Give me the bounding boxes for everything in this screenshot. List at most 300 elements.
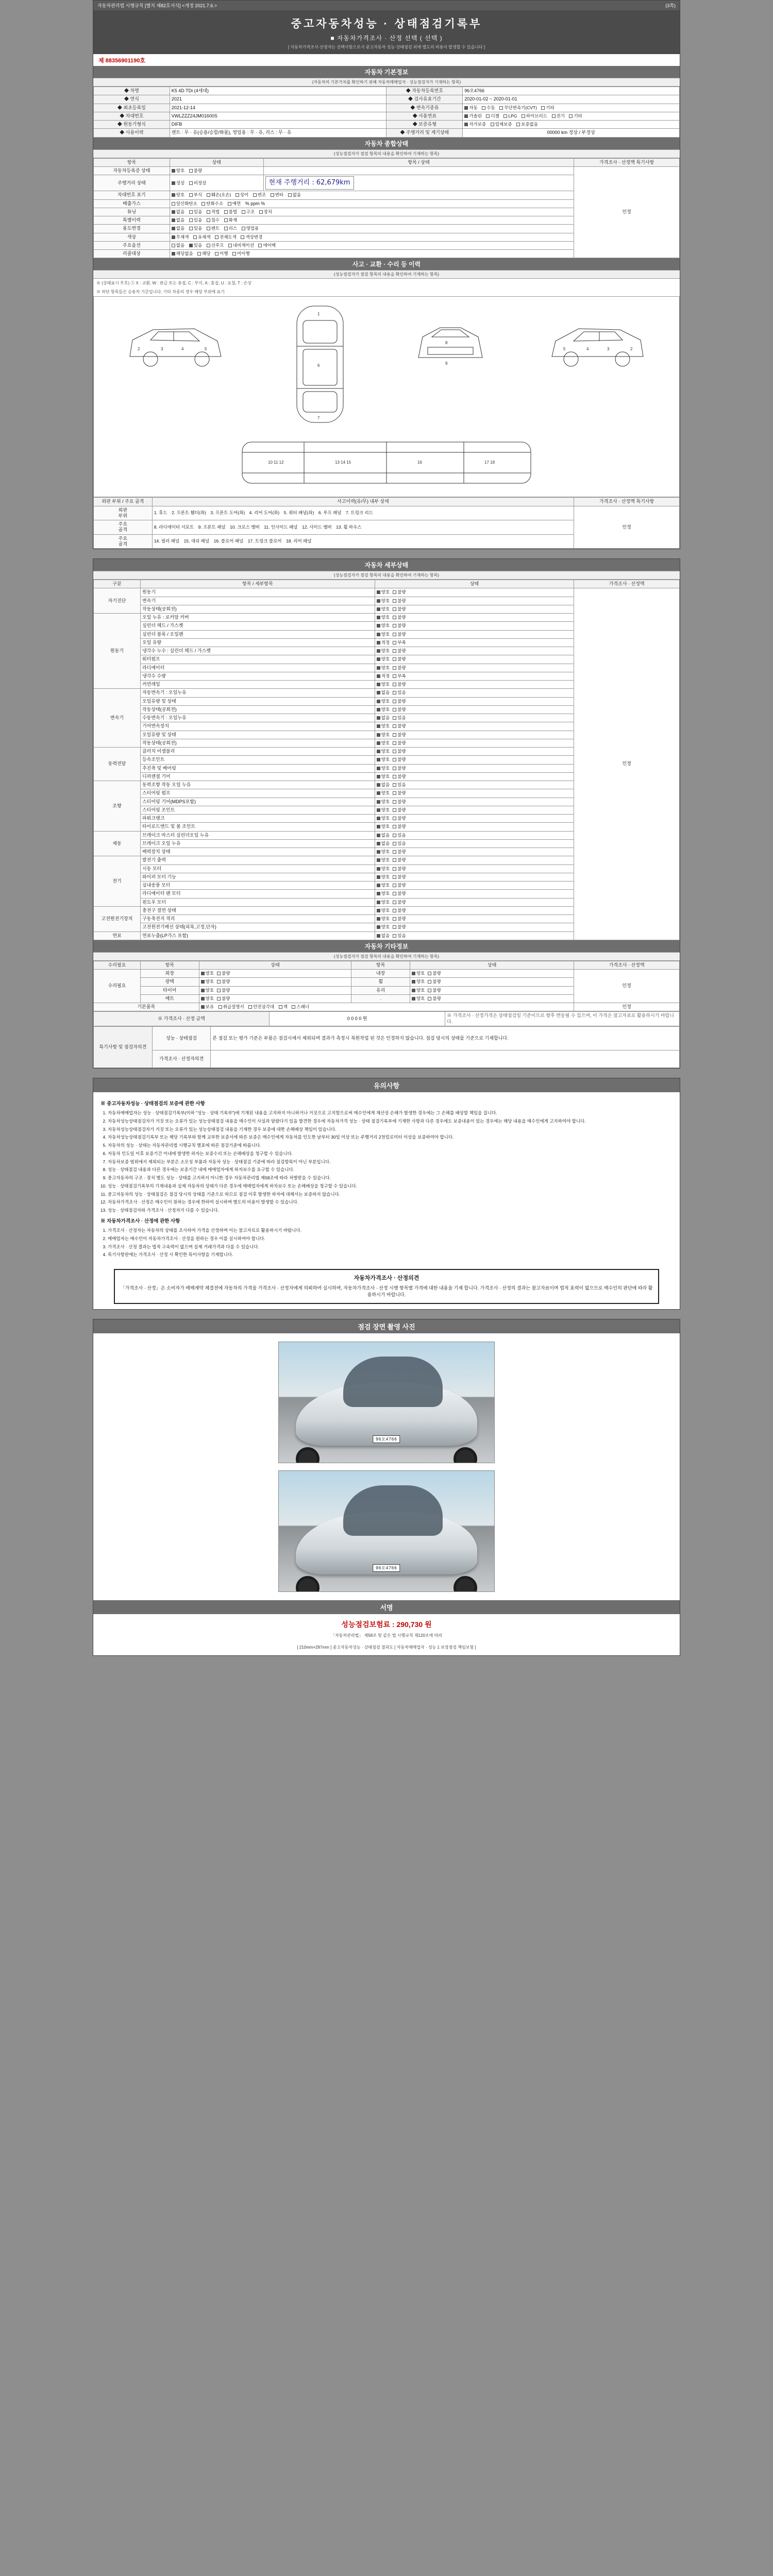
detail-option-secondary[interactable]: 불량 bbox=[393, 824, 406, 829]
detail-option-secondary[interactable]: 불량 bbox=[393, 766, 406, 771]
usechange-yes[interactable]: 있음 bbox=[189, 226, 202, 231]
part-8[interactable]: 8. 라디에이터 서포트 bbox=[154, 524, 194, 530]
detail-option-primary[interactable]: 양호 bbox=[377, 598, 390, 604]
detail-item-state[interactable] bbox=[375, 931, 574, 940]
detail-option-primary[interactable]: 없음 bbox=[377, 782, 390, 788]
car-front-diagram bbox=[409, 300, 492, 382]
other-item-state-2[interactable] bbox=[410, 986, 574, 994]
opt-normal[interactable]: 정상 bbox=[172, 180, 184, 186]
fuel-hybrid[interactable]: 하이브리드 bbox=[522, 113, 547, 119]
part-15[interactable]: 15. 대쉬 패널 bbox=[183, 538, 210, 544]
detail-item-state[interactable] bbox=[375, 789, 574, 798]
vin-different[interactable]: 상이 bbox=[236, 192, 248, 198]
basic-mileage-value bbox=[463, 129, 680, 137]
tuning-illegal[interactable]: 불법 bbox=[224, 209, 237, 215]
detail-item-state[interactable] bbox=[375, 714, 574, 722]
detail-item-state[interactable] bbox=[375, 630, 574, 638]
svg-text:4: 4 bbox=[181, 347, 184, 352]
detail-option-primary[interactable]: 없음 bbox=[377, 715, 390, 721]
detail-option-primary[interactable]: 없음 bbox=[377, 933, 390, 939]
detail-group-label: 자기진단 bbox=[94, 588, 141, 614]
detail-option-secondary[interactable]: 불량 bbox=[393, 849, 406, 855]
notice-h2: ※ 자동차가격조사 · 산정에 관한 사항 bbox=[100, 1218, 180, 1224]
detail-item-name: 원동기 bbox=[140, 588, 375, 597]
detail-option-secondary[interactable]: 부족 bbox=[393, 673, 406, 679]
detail-option-primary[interactable]: 양호 bbox=[377, 849, 390, 855]
detail-option-primary[interactable]: 양호 bbox=[377, 648, 390, 654]
detail-option-primary[interactable]: 양호 bbox=[377, 682, 390, 687]
detail-option-secondary[interactable]: 불량 bbox=[393, 598, 406, 604]
option-airbag[interactable]: 에어백 bbox=[258, 243, 276, 248]
detail-option-secondary[interactable]: 불량 bbox=[393, 908, 406, 913]
detail-option-secondary[interactable]: 불량 bbox=[393, 656, 406, 662]
notice-item: 1. 가격조사 · 산정자는 자동차의 상태를 조사하여 가격을 산정하며 이는 참고자료로 활용하시기 바랍니다. bbox=[108, 1227, 673, 1234]
vin-none[interactable]: 없음 bbox=[288, 192, 301, 198]
fuel-gasoline[interactable]: 가솔린 bbox=[464, 113, 482, 119]
basic-item-1[interactable]: 취급설명서 bbox=[219, 1004, 244, 1010]
detail-col-0: 구분 bbox=[94, 580, 141, 588]
detail-item-state[interactable] bbox=[375, 839, 574, 848]
detail-item-state[interactable] bbox=[375, 873, 574, 881]
detail-option-primary[interactable]: 양호 bbox=[377, 790, 390, 796]
part-16[interactable]: 16. 플로어 패널 bbox=[213, 538, 244, 544]
special-text[interactable]: 본 점검 또는 평가 기준은 부품은 점검시에서 제외되며 결과가 측정시 복원작업 된 것은 인정하지 않습니다. 점검 당시의 상태를 기준으로 기재합니다. bbox=[211, 1026, 680, 1050]
detail-option-primary[interactable]: 양호 bbox=[377, 857, 390, 863]
part-7[interactable]: 7. 트렁크 리드 bbox=[346, 510, 373, 516]
fuel-electric[interactable]: 전기 bbox=[552, 113, 565, 119]
fee-table bbox=[93, 1011, 680, 1026]
detail-option-secondary[interactable]: 불량 bbox=[393, 757, 406, 762]
detail-item-state[interactable] bbox=[375, 655, 574, 664]
detail-item-name: 실린더 헤드 / 가스켓 bbox=[140, 622, 375, 630]
detail-item-name: 작동상태(공회전) bbox=[140, 739, 375, 747]
detail-option-secondary[interactable]: 있음 bbox=[393, 933, 406, 939]
detail-item-state[interactable] bbox=[375, 906, 574, 914]
detail-option-secondary[interactable]: 불량 bbox=[393, 866, 406, 872]
other-col-0: 항목 bbox=[140, 961, 199, 969]
detail-option-primary[interactable]: 양호 bbox=[377, 824, 390, 829]
special-text-2[interactable] bbox=[211, 1050, 680, 1067]
overall-col-1: 상태 bbox=[170, 158, 263, 166]
other-col-1: 상태 bbox=[199, 961, 351, 969]
detail-option-primary[interactable]: 없음 bbox=[377, 841, 390, 846]
fuel-etc[interactable]: 기타 bbox=[569, 113, 582, 119]
detail-item-state[interactable] bbox=[375, 697, 574, 705]
detail-item-state[interactable] bbox=[375, 915, 574, 923]
detail-option-primary[interactable]: 양호 bbox=[377, 766, 390, 771]
notice-body bbox=[93, 1092, 680, 1264]
overall-col-3: 가격조사 · 산정액 특기사항 bbox=[574, 158, 680, 166]
other-option-good[interactable]: 양호 bbox=[201, 971, 214, 976]
special-yes[interactable]: 있음 bbox=[189, 217, 202, 223]
other-option-bad[interactable]: 불량 bbox=[428, 988, 441, 993]
detail-item-name: 냉각수 누수 : 실린더 헤드 / 가스켓 bbox=[140, 647, 375, 655]
detail-item-name: 작동상태(공회전) bbox=[140, 705, 375, 714]
opt-good[interactable]: 양호 bbox=[172, 168, 184, 174]
detail-option-secondary[interactable]: 불량 bbox=[393, 665, 406, 671]
other-option-good[interactable]: 양호 bbox=[412, 988, 425, 993]
detail-option-primary[interactable]: 양호 bbox=[377, 774, 390, 779]
footer-note-2: [ 210mm×297mm ] 중고자동차성능 · 상태점검 결과도 [ 자동차매매업자 · 성능 1 보장점검 책임보험 ] bbox=[297, 1645, 476, 1650]
recall-applicable[interactable]: 해당 bbox=[197, 251, 210, 257]
detail-option-primary[interactable]: 양호 bbox=[377, 589, 390, 595]
table-header-row bbox=[94, 498, 680, 506]
signature-head: 서명 bbox=[93, 1600, 680, 1614]
detail-option-secondary[interactable]: 불량 bbox=[393, 589, 406, 595]
detail-item-state[interactable] bbox=[375, 831, 574, 839]
emission-co[interactable]: 일산화탄소 bbox=[172, 201, 197, 207]
price-opinion-stamp bbox=[114, 1269, 659, 1304]
color-changed[interactable]: 색상변경 bbox=[241, 234, 262, 240]
detail-option-secondary[interactable]: 불량 bbox=[393, 632, 406, 637]
part-14[interactable]: 14. 필러 패널 bbox=[154, 538, 180, 544]
detail-option-primary[interactable]: 양호 bbox=[377, 740, 390, 746]
tuning-none[interactable]: 없음 bbox=[172, 209, 184, 215]
fuel-lpg[interactable]: LPG bbox=[503, 113, 517, 119]
detail-item-state[interactable] bbox=[375, 605, 574, 613]
detail-option-secondary[interactable]: 불량 bbox=[393, 924, 406, 930]
detail-item-state[interactable] bbox=[375, 705, 574, 714]
detail-option-secondary[interactable]: 있음 bbox=[393, 715, 406, 721]
detail-item-state[interactable] bbox=[375, 647, 574, 655]
basic-item-3[interactable]: 잭 bbox=[279, 1004, 288, 1010]
detail-option-secondary[interactable]: 불량 bbox=[393, 707, 406, 713]
detail-option-secondary[interactable]: 있음 bbox=[393, 841, 406, 846]
overall-name-3: 배출가스 bbox=[94, 199, 170, 208]
detail-option-secondary[interactable]: 불량 bbox=[393, 606, 406, 612]
detail-option-primary[interactable]: 양호 bbox=[377, 816, 390, 821]
usechange-none[interactable]: 없음 bbox=[172, 226, 184, 231]
car-side-left-diagram bbox=[122, 300, 230, 382]
overall-extra-1 bbox=[263, 175, 574, 191]
detail-item-state[interactable] bbox=[375, 722, 574, 731]
detail-option-primary[interactable]: 양호 bbox=[377, 757, 390, 762]
detail-item-name: 오일 누유 : 로커암 커버 bbox=[140, 614, 375, 622]
accident-frame-list bbox=[152, 520, 574, 535]
other-option-bad[interactable]: 불량 bbox=[217, 979, 230, 985]
detail-option-secondary[interactable]: 불량 bbox=[393, 790, 406, 796]
option-none[interactable]: 없음 bbox=[172, 243, 184, 248]
detail-option-secondary[interactable]: 불량 bbox=[393, 749, 406, 754]
detail-option-secondary[interactable]: 불량 bbox=[393, 699, 406, 704]
other-item-state[interactable] bbox=[199, 994, 351, 1003]
detail-item-state[interactable] bbox=[375, 772, 574, 781]
detail-item-state[interactable] bbox=[375, 923, 574, 931]
vin-damaged[interactable]: 훼손(오손) bbox=[207, 192, 231, 198]
detail-col-2: 상태 bbox=[375, 580, 574, 588]
other-item-state[interactable] bbox=[199, 978, 351, 986]
transmission-auto[interactable]: 자동 bbox=[464, 105, 477, 111]
transmission-cvt[interactable]: 무단변속기(CVT) bbox=[499, 105, 537, 111]
detail-item-state[interactable] bbox=[375, 764, 574, 772]
other-option-good[interactable]: 양호 bbox=[412, 996, 425, 1002]
vin-altered[interactable]: 변조 bbox=[253, 192, 266, 198]
car-top-diagram bbox=[281, 300, 359, 429]
stamp-text: 「가격조사 · 산정」은 소비자가 매매계약 체결전에 자동차의 가격을 가격조사 · 산정자에게 의뢰하여 실시하며, 자동차가격조사 · 산정 시행 항목별 가격에 대한 내용을 기재 합니다. 가격조사 · 산정의 결과는 참고자료이며 법적 효력이 없으므로 매수인의 판단에 따라 활용하시기 바랍니다. bbox=[120, 1285, 653, 1297]
detail-option-secondary[interactable]: 불량 bbox=[393, 799, 406, 805]
part-11[interactable]: 11. 인사이드 패널 bbox=[264, 524, 298, 530]
detail-option-primary[interactable]: 양호 bbox=[377, 615, 390, 620]
basic-label2-1: ◆ 검사유효기간 bbox=[386, 95, 463, 104]
detail-item-name: 와이퍼 모터 기능 bbox=[140, 873, 375, 881]
other-option-bad[interactable]: 불량 bbox=[428, 971, 441, 976]
detail-option-secondary[interactable]: 불량 bbox=[393, 740, 406, 746]
basic-item-4[interactable]: 스패너 bbox=[292, 1004, 309, 1010]
detail-item-state[interactable] bbox=[375, 748, 574, 756]
accident-frame-label: 주요 골격 bbox=[94, 520, 153, 535]
detail-option-primary[interactable]: 양호 bbox=[377, 606, 390, 612]
warranty-self[interactable]: 자가보증 bbox=[464, 122, 486, 127]
other-option-bad[interactable]: 불량 bbox=[217, 971, 230, 976]
detail-option-secondary[interactable]: 불량 bbox=[393, 732, 406, 738]
special-fire[interactable]: 화재 bbox=[224, 217, 237, 223]
detail-option-secondary[interactable]: 불량 bbox=[393, 774, 406, 779]
special-none[interactable]: 없음 bbox=[172, 217, 184, 223]
detail-option-secondary[interactable]: 불량 bbox=[393, 807, 406, 813]
part-10[interactable]: 10. 크로스 멤버 bbox=[230, 524, 260, 530]
vin-good[interactable]: 양호 bbox=[172, 192, 184, 198]
detail-item-state[interactable] bbox=[375, 597, 574, 605]
option-navigation[interactable]: 내비게이션 bbox=[228, 243, 254, 248]
detail-item-state[interactable] bbox=[375, 756, 574, 764]
part-5[interactable]: 5. 쿼터 패널(좌) bbox=[283, 510, 314, 516]
detail-item-state[interactable] bbox=[375, 806, 574, 814]
detail-item-name: 오일유량 및 상태 bbox=[140, 731, 375, 739]
vin-corrosion[interactable]: 부식 bbox=[189, 192, 202, 198]
svg-text:1: 1 bbox=[317, 312, 320, 317]
other-option-good[interactable]: 양호 bbox=[412, 971, 425, 976]
usechange-business[interactable]: 영업용 bbox=[242, 226, 259, 231]
other-col-2: 가격조사 · 산정액 bbox=[574, 961, 680, 969]
detail-option-primary[interactable]: 양호 bbox=[377, 732, 390, 738]
detail-item-state[interactable] bbox=[375, 731, 574, 739]
special-flood[interactable]: 침수 bbox=[207, 217, 220, 223]
basic-usage-label: ◆ 사용이력 bbox=[94, 129, 170, 137]
other-item-state-2[interactable] bbox=[410, 970, 574, 978]
detail-option-secondary[interactable]: 있음 bbox=[393, 833, 406, 838]
detail-item-state[interactable] bbox=[375, 890, 574, 898]
detail-item-name: 스티어링 펌프 bbox=[140, 789, 375, 798]
basic-item-0[interactable]: 보유 bbox=[201, 1004, 214, 1010]
overall-name-9: 리콜대상 bbox=[94, 250, 170, 258]
notice-item: 4. 특기사항란에는 가격조사 · 산정 시 확인한 특이사항을 기재합니다. bbox=[108, 1251, 673, 1258]
opt-bad[interactable]: 불량 bbox=[189, 168, 202, 174]
detail-option-secondary[interactable]: 불량 bbox=[393, 615, 406, 620]
detail-option-secondary[interactable]: 불량 bbox=[393, 648, 406, 654]
detail-option-secondary[interactable]: 불량 bbox=[393, 916, 406, 922]
warranty-none[interactable]: 보증없음 bbox=[516, 122, 538, 127]
detail-option-primary[interactable]: 양호 bbox=[377, 665, 390, 671]
detail-item-state[interactable] bbox=[375, 681, 574, 689]
detail-item-state[interactable] bbox=[375, 798, 574, 806]
detail-option-primary[interactable]: 없음 bbox=[377, 690, 390, 696]
detail-option-primary[interactable]: 양호 bbox=[377, 908, 390, 913]
tuning-yes[interactable]: 있음 bbox=[189, 209, 202, 215]
detail-option-primary[interactable]: 양호 bbox=[377, 632, 390, 637]
basic-label-1: ◆ 연식 bbox=[94, 95, 170, 104]
color-fullpaint[interactable]: 전체도색 bbox=[215, 234, 237, 240]
detail-option-primary[interactable]: 양호 bbox=[377, 866, 390, 872]
detail-option-secondary[interactable]: 있음 bbox=[393, 690, 406, 696]
detail-option-primary[interactable]: 양호 bbox=[377, 799, 390, 805]
detail-option-secondary[interactable]: 불량 bbox=[393, 623, 406, 629]
overall-state-3 bbox=[170, 199, 574, 208]
other-item-state-2[interactable] bbox=[410, 978, 574, 986]
detail-item-state[interactable] bbox=[375, 781, 574, 789]
detail-option-primary[interactable]: 양호 bbox=[377, 723, 390, 729]
part-13[interactable]: 13. 휠 하우스 bbox=[336, 524, 362, 530]
other-option-bad[interactable]: 불량 bbox=[428, 996, 441, 1002]
other-item-state-2[interactable] bbox=[410, 994, 574, 1003]
vin-stamped[interactable]: 변타 bbox=[271, 192, 283, 198]
part-4[interactable]: 4. 리어 도어(좌) bbox=[249, 510, 280, 516]
accident-frame-list-2 bbox=[152, 534, 574, 549]
detail-option-secondary[interactable]: 있음 bbox=[393, 782, 406, 788]
detail-item-state[interactable] bbox=[375, 689, 574, 697]
detail-item-state[interactable] bbox=[375, 882, 574, 890]
detail-item-state[interactable] bbox=[375, 588, 574, 597]
detail-option-primary[interactable]: 적정 bbox=[377, 640, 390, 646]
inspection-photo-rear bbox=[278, 1470, 495, 1592]
detail-item-state[interactable] bbox=[375, 614, 574, 622]
other-option-bad[interactable]: 불량 bbox=[217, 996, 230, 1002]
part-12[interactable]: 12. 사이드 멤버 bbox=[302, 524, 332, 530]
car-frame-diagram bbox=[222, 432, 551, 494]
detail-item-state[interactable] bbox=[375, 898, 574, 906]
detail-option-primary[interactable]: 양호 bbox=[377, 924, 390, 930]
other-table bbox=[93, 961, 680, 1012]
part-6[interactable]: 6. 루프 패널 bbox=[318, 510, 342, 516]
detail-item-name: 등속조인트 bbox=[140, 756, 375, 764]
detail-option-secondary[interactable]: 불량 bbox=[393, 723, 406, 729]
tuning-legal[interactable]: 적법 bbox=[207, 209, 220, 215]
option-yes[interactable]: 있음 bbox=[189, 243, 202, 248]
detail-option-secondary[interactable]: 불량 bbox=[393, 816, 406, 821]
table-header-row bbox=[94, 961, 680, 969]
detail-option-secondary[interactable]: 불량 bbox=[393, 883, 406, 888]
notice-item: 12. 자동차가격조사 · 산정은 매수인이 원하는 경우에 한하여 실시하며 별도의 비용이 발생할 수 있습니다. bbox=[108, 1199, 673, 1206]
detail-option-secondary[interactable]: 불량 bbox=[393, 900, 406, 905]
transmission-etc[interactable]: 기타 bbox=[541, 105, 554, 111]
detail-item-state[interactable] bbox=[375, 622, 574, 630]
other-option-good[interactable]: 양호 bbox=[412, 979, 425, 985]
detail-option-primary[interactable]: 양호 bbox=[377, 900, 390, 905]
overall-state-9 bbox=[170, 250, 574, 258]
detail-option-primary[interactable]: 양호 bbox=[377, 623, 390, 629]
color-achromatic[interactable]: 무채색 bbox=[172, 234, 189, 240]
section-accident-sub: (성능점검자가 점검 항목의 내용을 확인하여 기재하는 항목) bbox=[93, 270, 680, 279]
detail-price-note: 인정 bbox=[574, 588, 680, 940]
part-18[interactable]: 18. 리어 패널 bbox=[286, 538, 312, 544]
detail-option-primary[interactable]: 양호 bbox=[377, 749, 390, 754]
detail-option-primary[interactable]: 양호 bbox=[377, 916, 390, 922]
detail-option-secondary[interactable]: 부족 bbox=[393, 640, 406, 646]
notice-item: 3. 자동차성능상태점검자가 거짓 또는 오류가 있는 성능상태점검 내용을 기재한 경우 보증에 대한 손해배상 책임이 있습니다. bbox=[108, 1126, 673, 1133]
detail-item-state[interactable] bbox=[375, 848, 574, 856]
detail-group-label: 연료 bbox=[94, 931, 141, 940]
part-1[interactable]: 1. 후드 bbox=[154, 510, 167, 516]
basic-usage-value: 렌트 : 무 · 유(승용/승합/화물), 영업용 : 무 · 유, 리스 : 무 · 유 bbox=[170, 129, 386, 137]
svg-text:3: 3 bbox=[607, 347, 610, 352]
fee-amount: 290,730 원 bbox=[396, 1620, 432, 1629]
part-9[interactable]: 9. 프론트 패널 bbox=[198, 524, 226, 530]
part-3[interactable]: 3. 프론트 도어(좌) bbox=[210, 510, 245, 516]
other-item-name-2: 휠 bbox=[351, 978, 410, 986]
detail-option-primary[interactable]: 양호 bbox=[377, 656, 390, 662]
tuning-structure[interactable]: 구조 bbox=[242, 209, 255, 215]
inspection-fee bbox=[93, 1614, 680, 1632]
opt-abnormal[interactable]: 비정상 bbox=[189, 180, 207, 186]
photo-area bbox=[93, 1333, 680, 1600]
other-item-state[interactable] bbox=[199, 986, 351, 994]
overall-name-8: 주요옵션 bbox=[94, 241, 170, 249]
emission-smoke[interactable]: 매연 bbox=[228, 201, 241, 207]
detail-option-primary[interactable]: 없음 bbox=[377, 833, 390, 838]
detail-item-state[interactable] bbox=[375, 823, 574, 831]
detail-option-primary[interactable]: 양호 bbox=[377, 707, 390, 713]
detail-option-secondary[interactable]: 불량 bbox=[393, 891, 406, 896]
part-2[interactable]: 2. 프론트 휀더(좌) bbox=[172, 510, 206, 516]
detail-option-primary[interactable]: 양호 bbox=[377, 891, 390, 896]
fuel-diesel[interactable]: 디젤 bbox=[486, 113, 499, 119]
recall-notdone[interactable]: 미이행 bbox=[232, 251, 250, 257]
basic-label-0: ◆ 차명 bbox=[94, 87, 170, 95]
detail-item-state[interactable] bbox=[375, 815, 574, 823]
other-option-bad[interactable]: 불량 bbox=[428, 979, 441, 985]
transmission-manual[interactable]: 수동 bbox=[482, 105, 495, 111]
emission-hc[interactable]: 탄화수소 bbox=[201, 201, 223, 207]
accident-col-note: 가격조사 · 산정액 특기사항 bbox=[574, 498, 680, 506]
other-option-good[interactable]: 양호 bbox=[201, 988, 214, 993]
detail-item-state[interactable] bbox=[375, 739, 574, 747]
detail-item-state[interactable] bbox=[375, 856, 574, 865]
overall-state-7 bbox=[170, 233, 574, 241]
other-option-good[interactable]: 양호 bbox=[201, 996, 214, 1002]
car-damage-diagram[interactable] bbox=[93, 296, 680, 497]
detail-item-state[interactable] bbox=[375, 672, 574, 680]
detail-option-primary[interactable]: 양호 bbox=[377, 874, 390, 880]
option-sunroof[interactable]: 선루프 bbox=[207, 243, 224, 248]
detail-option-primary[interactable]: 적정 bbox=[377, 673, 390, 679]
other-option-bad[interactable]: 불량 bbox=[217, 988, 230, 993]
warranty-company[interactable]: 업체보증 bbox=[491, 122, 512, 127]
other-price-note: 인정 bbox=[574, 1003, 680, 1011]
detail-item-state[interactable] bbox=[375, 865, 574, 873]
color-chromatic[interactable]: 유채색 bbox=[193, 234, 211, 240]
usechange-rent[interactable]: 렌트 bbox=[207, 226, 220, 231]
tuning-device[interactable]: 장치 bbox=[259, 209, 272, 215]
part-17[interactable]: 17. 트렁크 플로어 bbox=[247, 538, 282, 544]
basic-item-2[interactable]: 안전삼각대 bbox=[248, 1004, 274, 1010]
recall-done[interactable]: 이행 bbox=[215, 251, 228, 257]
detail-option-secondary[interactable]: 불량 bbox=[393, 857, 406, 863]
other-option-good[interactable]: 양호 bbox=[201, 979, 214, 985]
detail-option-secondary[interactable]: 불량 bbox=[393, 682, 406, 687]
other-item-state[interactable] bbox=[199, 970, 351, 978]
detail-option-secondary[interactable]: 불량 bbox=[393, 874, 406, 880]
table-row bbox=[94, 129, 680, 137]
detail-item-state[interactable] bbox=[375, 664, 574, 672]
recall-na[interactable]: 해당없음 bbox=[172, 251, 193, 257]
notice-item: 7. 자동차보증 범위에서 제외되는 부분은 소모성 부품과 자동차 성능 · 상태점검 기준에 따라 점검항목이 아닌 부분입니다. bbox=[108, 1159, 673, 1165]
detail-option-primary[interactable]: 양호 bbox=[377, 699, 390, 704]
detail-option-primary[interactable]: 양호 bbox=[377, 807, 390, 813]
detail-option-primary[interactable]: 양호 bbox=[377, 883, 390, 888]
mileage-digits: 00000 km 정상 / 부정상 bbox=[547, 130, 595, 135]
fee-label: ※ 가격조사 · 산정 금액 bbox=[94, 1012, 270, 1026]
usechange-lease[interactable]: 리스 bbox=[224, 226, 237, 231]
detail-item-state[interactable] bbox=[375, 638, 574, 647]
